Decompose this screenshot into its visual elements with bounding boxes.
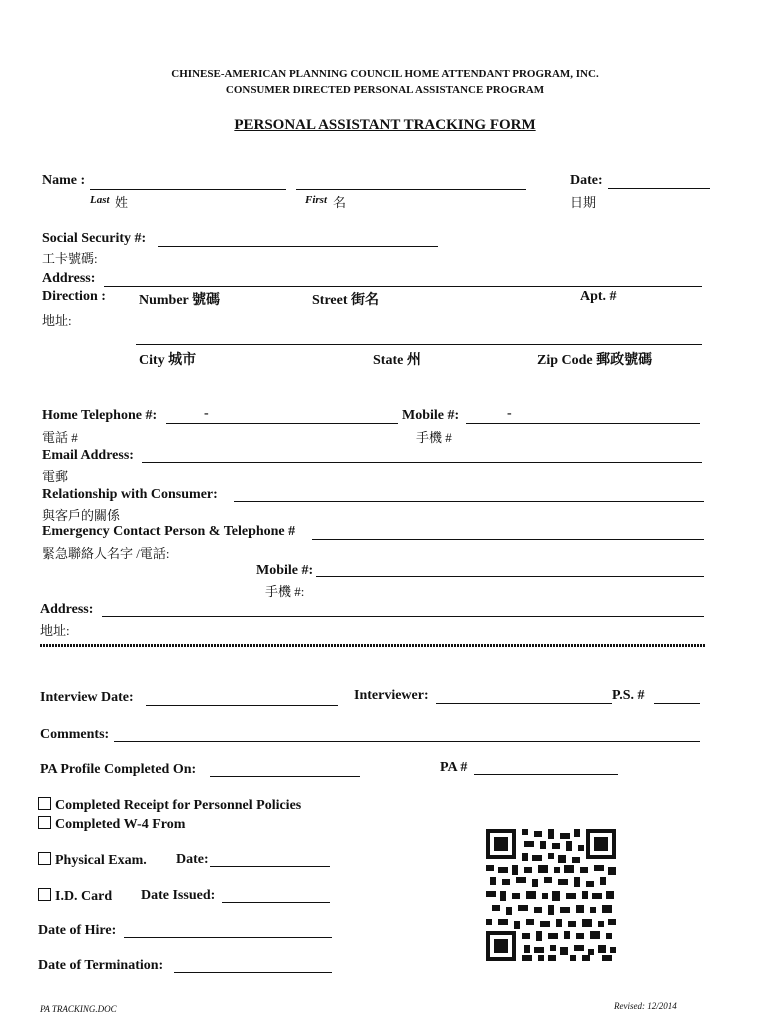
physical-date-field[interactable]: [210, 866, 330, 867]
address2-cn-label: 地址:: [40, 623, 70, 638]
zip-label: Zip Code 郵政號碼: [537, 353, 653, 368]
interview-date-label: Interview Date:: [40, 690, 134, 705]
checkbox-physical-exam[interactable]: [38, 852, 147, 869]
apt-label: Apt. #: [580, 289, 617, 304]
footer-revised: Revised: 12/2014: [614, 1001, 677, 1011]
pa-profile-label: PA Profile Completed On:: [40, 762, 197, 777]
address-cn-label: 地址:: [42, 313, 72, 328]
ssn-field[interactable]: [158, 246, 438, 247]
city-state-zip-field[interactable]: [136, 344, 702, 345]
interview-date-field[interactable]: [146, 705, 338, 706]
date-cn-label: 日期: [570, 195, 597, 210]
emergency-mobile-field[interactable]: [316, 576, 704, 577]
first-name-field[interactable]: [296, 189, 526, 190]
date-hire-field[interactable]: [124, 937, 332, 938]
id-date-label: Date Issued:: [141, 888, 216, 903]
mobile-field[interactable]: [466, 423, 700, 424]
date-termination-field[interactable]: [174, 972, 332, 973]
last-name-field[interactable]: [90, 189, 286, 190]
emergency-mobile-cn-label: 手機 #:: [265, 584, 305, 599]
id-date-field[interactable]: [222, 902, 330, 903]
mobile-cn-label: 手機 #: [416, 430, 452, 445]
relationship-field[interactable]: [234, 501, 704, 502]
last-label: Last: [90, 194, 110, 206]
direction-label: Direction :: [42, 289, 106, 304]
checkbox-personnel-policies-label: Completed Receipt for Personnel Policies: [55, 798, 302, 813]
ssn-cn-label: 工卡號碼:: [42, 251, 98, 266]
interviewer-label: Interviewer:: [354, 688, 429, 703]
date-termination-label: Date of Termination:: [38, 958, 164, 973]
org-line-2: CONSUMER DIRECTED PERSONAL ASSISTANCE PROGRAM: [225, 84, 545, 96]
address-field[interactable]: [104, 286, 702, 287]
section-divider: [40, 644, 706, 647]
number-label: Number 號碼: [139, 293, 221, 308]
physical-date-label: Date:: [176, 852, 209, 867]
checkbox-physical-exam-label: Physical Exam.: [55, 853, 147, 868]
checkbox-icon[interactable]: [38, 797, 51, 810]
ps-field[interactable]: [654, 703, 700, 704]
emergency-mobile-label: Mobile #:: [256, 563, 314, 578]
address-label: Address:: [42, 271, 96, 286]
date-hire-label: Date of Hire:: [38, 923, 117, 938]
home-tel-field[interactable]: [166, 423, 398, 424]
state-label: State 州: [373, 353, 421, 368]
date-field[interactable]: [608, 188, 710, 189]
ssn-label: Social Security #:: [42, 231, 147, 246]
email-label: Email Address:: [42, 448, 134, 463]
city-label: City 城市: [139, 353, 197, 368]
qr-code-icon: [486, 829, 616, 961]
checkbox-icon[interactable]: [38, 888, 51, 901]
street-label: Street 街名: [312, 293, 379, 308]
comments-label: Comments:: [40, 727, 110, 742]
org-line-1: CHINESE-AMERICAN PLANNING COUNCIL HOME ATTENDANT PROGRAM, INC.: [171, 68, 599, 80]
relationship-cn-label: 與客戶的關係: [42, 508, 121, 523]
address2-field[interactable]: [102, 616, 704, 617]
emergency-cn-label: 緊急聯絡人名字 /電話:: [42, 546, 170, 561]
ps-label: P.S. #: [612, 688, 645, 703]
first-cn-label: 名: [333, 195, 347, 210]
checkbox-w4-label: Completed W-4 From: [55, 817, 186, 832]
form-title: PERSONAL ASSISTANT TRACKING FORM: [234, 117, 536, 133]
pa-profile-field[interactable]: [210, 776, 360, 777]
relationship-label: Relationship with Consumer:: [42, 487, 218, 502]
name-label: Name :: [42, 173, 86, 188]
email-cn-label: 電郵: [42, 469, 69, 484]
interviewer-field[interactable]: [436, 703, 612, 704]
checkbox-personnel-policies[interactable]: [38, 797, 301, 814]
home-tel-dash: -: [204, 406, 209, 421]
mobile-label: Mobile #:: [402, 408, 460, 423]
pa-number-label: PA #: [440, 760, 468, 775]
home-tel-label: Home Telephone #:: [42, 408, 158, 423]
checkbox-w4[interactable]: [38, 816, 185, 833]
pa-number-field[interactable]: [474, 774, 618, 775]
address2-label: Address:: [40, 602, 94, 617]
date-label: Date:: [570, 173, 603, 188]
emergency-field[interactable]: [312, 539, 704, 540]
checkbox-icon[interactable]: [38, 816, 51, 829]
email-field[interactable]: [142, 462, 702, 463]
checkbox-id-card[interactable]: [38, 888, 112, 905]
checkbox-id-card-label: I.D. Card: [55, 889, 113, 904]
first-label: First: [305, 194, 328, 206]
mobile-dash: -: [507, 406, 512, 421]
emergency-label: Emergency Contact Person & Telephone #: [42, 524, 296, 539]
last-cn-label: 姓: [115, 195, 129, 210]
home-tel-cn-label: 電話 #: [42, 430, 78, 445]
comments-field[interactable]: [114, 741, 700, 742]
checkbox-icon[interactable]: [38, 852, 51, 865]
footer-filename: PA TRACKING.DOC: [40, 1004, 117, 1014]
